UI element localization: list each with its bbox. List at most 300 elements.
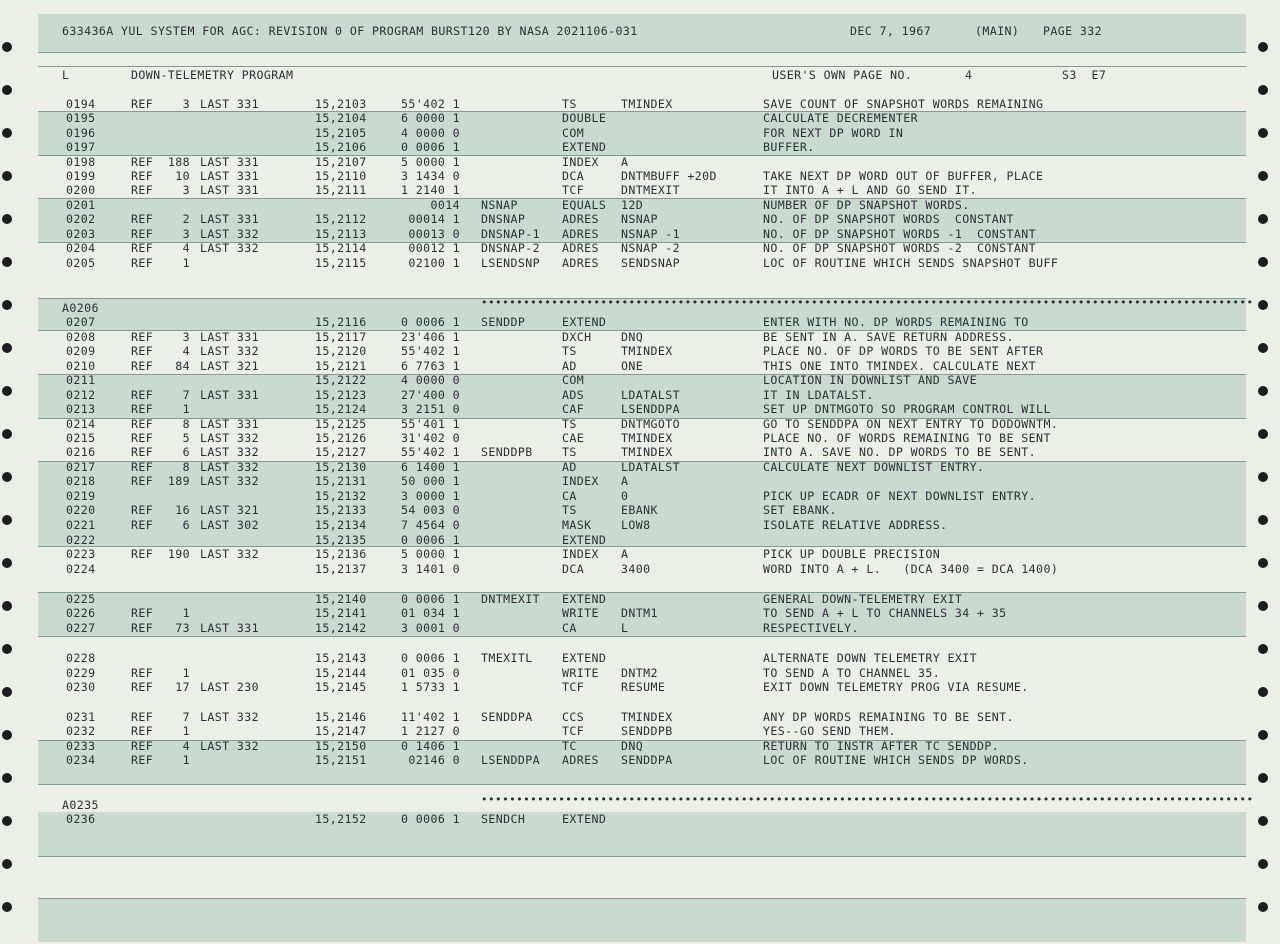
line-number: 0236 (66, 812, 96, 826)
last-reference: LAST 332 (200, 227, 260, 241)
comment: PICK UP ECADR OF NEXT DOWNLIST ENTRY. (763, 489, 1037, 503)
opcode: TCF (562, 183, 585, 197)
memory-address: 15,2111 (315, 183, 367, 197)
memory-address: 15,2120 (315, 344, 367, 358)
memory-address: 15,2107 (315, 155, 367, 169)
line-number: 0219 (66, 489, 96, 503)
object-code: 0 0006 1 (400, 812, 460, 826)
ref-keyword: REF (131, 710, 154, 724)
object-code: 0 0006 1 (400, 140, 460, 154)
opcode: EQUALS (562, 198, 607, 212)
line-number: 0212 (66, 388, 96, 402)
object-code: 5 0000 1 (400, 155, 460, 169)
opcode: TS (562, 503, 577, 517)
last-reference: LAST 331 (200, 183, 260, 197)
opcode: MASK (562, 518, 592, 532)
comment: GENERAL DOWN-TELEMETRY EXIT (763, 592, 963, 606)
comment: CALCULATE DECREMENTER (763, 111, 918, 125)
last-reference: LAST 331 (200, 155, 260, 169)
comment: INTO A. SAVE NO. DP WORDS TO BE SENT. (763, 445, 1037, 459)
line-number: 0217 (66, 460, 96, 474)
opcode: CAF (562, 402, 585, 416)
sheet-code: S3 E7 (1062, 68, 1107, 82)
opcode: ADRES (562, 256, 599, 270)
line-number: 0213 (66, 402, 96, 416)
memory-address: 15,2104 (315, 111, 367, 125)
symbol-label: DNTMEXIT (481, 592, 541, 606)
line-number: 0203 (66, 227, 96, 241)
object-code: 54 003 0 (400, 503, 460, 517)
line-number: 0207 (66, 315, 96, 329)
memory-address: 15,2142 (315, 621, 367, 635)
object-code: 1 2140 1 (400, 183, 460, 197)
feed-hole (1258, 429, 1268, 439)
comment: FOR NEXT DP WORD IN (763, 126, 904, 140)
ref-keyword: REF (131, 621, 154, 635)
operand: DNTM2 (621, 666, 658, 680)
opcode: TS (562, 344, 577, 358)
ref-keyword: REF (131, 417, 154, 431)
comment: PLACE NO. OF DP WORDS TO BE SENT AFTER (763, 344, 1044, 358)
last-reference: LAST 331 (200, 621, 260, 635)
object-code: 02100 1 (408, 256, 460, 270)
feed-hole (2, 730, 12, 740)
comment: CALCULATE NEXT DOWNLIST ENTRY. (763, 460, 985, 474)
ref-count: 7 (182, 388, 190, 402)
ref-keyword: REF (131, 518, 154, 532)
line-number: 0231 (66, 710, 96, 724)
comment: ENTER WITH NO. DP WORDS REMAINING TO (763, 315, 1029, 329)
ref-count: 1 (182, 666, 190, 680)
feed-hole (1258, 300, 1268, 310)
comment: IT IN LDATALST. (763, 388, 874, 402)
opcode: CA (562, 489, 577, 503)
ref-keyword: REF (131, 241, 154, 255)
last-reference: LAST 332 (200, 431, 260, 445)
line-number: A0206 (62, 301, 99, 315)
line-number: 0222 (66, 533, 96, 547)
comment: RETURN TO INSTR AFTER TC SENDDP. (763, 739, 1000, 753)
object-code: 3 0001 0 (400, 621, 460, 635)
comment: LOC OF ROUTINE WHICH SENDS DP WORDS. (763, 753, 1029, 767)
opcode: INDEX (562, 155, 599, 169)
memory-address: 15,2132 (315, 489, 367, 503)
memory-address: 15,2110 (315, 169, 367, 183)
user-page-number: 4 (965, 68, 973, 82)
feed-hole (1258, 515, 1268, 525)
opcode: EXTEND (562, 533, 607, 547)
operand: RESUME (621, 680, 666, 694)
ref-count: 2 (182, 212, 190, 226)
opcode: EXTEND (562, 140, 607, 154)
feed-hole (1258, 816, 1268, 826)
feed-hole (1258, 730, 1268, 740)
ref-count: 8 (182, 460, 190, 474)
symbol-label: SENDDPB (481, 445, 533, 459)
object-code: 50 000 1 (400, 474, 460, 488)
operand: DNQ (621, 330, 644, 344)
band (38, 111, 1246, 155)
operand: EBANK (621, 503, 658, 517)
feed-hole (1258, 85, 1268, 95)
memory-address: 15,2144 (315, 666, 367, 680)
last-reference: LAST 331 (200, 417, 260, 431)
feed-hole (1258, 472, 1268, 482)
operand: SENDSNAP (621, 256, 681, 270)
ref-count: 16 (175, 503, 190, 517)
opcode: ADRES (562, 241, 599, 255)
ref-keyword: REF (131, 460, 154, 474)
ref-count: 7 (182, 710, 190, 724)
ruled-line (38, 374, 1246, 375)
object-code: 0 0006 1 (400, 315, 460, 329)
opcode: TCF (562, 680, 585, 694)
operand: ONE (621, 359, 644, 373)
last-reference: LAST 331 (200, 330, 260, 344)
object-code: 3 0000 1 (400, 489, 460, 503)
ref-keyword: REF (131, 680, 154, 694)
ref-keyword: REF (131, 474, 154, 488)
comment: RESPECTIVELY. (763, 621, 859, 635)
last-reference: LAST 332 (200, 241, 260, 255)
ref-keyword: REF (131, 227, 154, 241)
operand: 12D (621, 198, 644, 212)
ref-keyword: REF (131, 547, 154, 561)
feed-hole (2, 816, 12, 826)
comment: NO. OF DP SNAPSHOT WORDS CONSTANT (763, 212, 1014, 226)
last-reference: LAST 332 (200, 739, 260, 753)
feed-hole (2, 515, 12, 525)
feed-hole (1258, 773, 1268, 783)
ref-keyword: REF (131, 330, 154, 344)
feed-hole (2, 171, 12, 181)
opcode: TS (562, 417, 577, 431)
opcode: TCF (562, 724, 585, 738)
band (38, 812, 1246, 856)
ref-count: 84 (175, 359, 190, 373)
ruled-line (38, 66, 1246, 67)
memory-address: 15,2114 (315, 241, 367, 255)
line-number: 0224 (66, 562, 96, 576)
feed-hole (2, 644, 12, 654)
memory-address: 15,2121 (315, 359, 367, 373)
memory-address: 15,2116 (315, 315, 367, 329)
opcode: EXTEND (562, 315, 607, 329)
operand: TMINDEX (621, 344, 673, 358)
separator-dots: •••••••••••••••••••••••••••••••••••••••••••••••••••••••••••••••••••••••••••••••••••••••••••••••••••••••••••••• (481, 793, 1254, 806)
object-code: 4 0000 0 (400, 126, 460, 140)
memory-address: 15,2113 (315, 227, 367, 241)
line-number: 0204 (66, 241, 96, 255)
opcode: DXCH (562, 330, 592, 344)
memory-address: 15,2140 (315, 592, 367, 606)
comment: ALTERNATE DOWN TELEMETRY EXIT (763, 651, 978, 665)
ref-count: 3 (182, 330, 190, 344)
last-reference: LAST 321 (200, 503, 260, 517)
memory-address: 15,2123 (315, 388, 367, 402)
last-reference: LAST 332 (200, 710, 260, 724)
last-reference: LAST 332 (200, 460, 260, 474)
memory-address: 15,2137 (315, 562, 367, 576)
opcode: EXTEND (562, 592, 607, 606)
feed-hole (1258, 859, 1268, 869)
line-number: 0208 (66, 330, 96, 344)
opcode: ADS (562, 388, 585, 402)
operand: LOW8 (621, 518, 651, 532)
ref-keyword: REF (131, 503, 154, 517)
object-code: 6 0000 1 (400, 111, 460, 125)
comment: LOCATION IN DOWNLIST AND SAVE (763, 373, 978, 387)
ref-count: 6 (182, 445, 190, 459)
last-reference: LAST 332 (200, 445, 260, 459)
operand: A (621, 547, 629, 561)
comment: ANY DP WORDS REMAINING TO BE SENT. (763, 710, 1014, 724)
feed-hole (2, 687, 12, 697)
opcode: CA (562, 621, 577, 635)
ref-count: 189 (167, 474, 190, 488)
object-code: 31'402 0 (400, 431, 460, 445)
opcode: INDEX (562, 474, 599, 488)
line-number: 0218 (66, 474, 96, 488)
opcode: WRITE (562, 666, 599, 680)
operand: L (621, 621, 629, 635)
memory-address: 15,2141 (315, 606, 367, 620)
object-code: 6 7763 1 (400, 359, 460, 373)
ref-keyword: REF (131, 155, 154, 169)
comment: PICK UP DOUBLE PRECISION (763, 547, 941, 561)
feed-hole (2, 343, 12, 353)
object-code: 02146 0 (408, 753, 460, 767)
operand: NSNAP -2 (621, 241, 681, 255)
object-code: 23'406 1 (400, 330, 460, 344)
line-number: 0205 (66, 256, 96, 270)
ref-keyword: REF (131, 212, 154, 226)
ref-count: 4 (182, 241, 190, 255)
line-number: 0226 (66, 606, 96, 620)
line-number: 0210 (66, 359, 96, 373)
feed-hole (2, 859, 12, 869)
last-reference: LAST 331 (200, 169, 260, 183)
feed-hole (2, 558, 12, 568)
last-reference: LAST 321 (200, 359, 260, 373)
opcode: DCA (562, 169, 585, 183)
ref-keyword: REF (131, 739, 154, 753)
operand: DNTM1 (621, 606, 658, 620)
ref-count: 5 (182, 431, 190, 445)
symbol-label: DNSNAP-1 (481, 227, 541, 241)
object-code: 1 5733 1 (400, 680, 460, 694)
object-code: 00013 0 (408, 227, 460, 241)
memory-address: 15,2130 (315, 460, 367, 474)
operand: DNQ (621, 739, 644, 753)
line-number: 0221 (66, 518, 96, 532)
object-code: 55'402 1 (400, 97, 460, 111)
line-number: 0200 (66, 183, 96, 197)
ref-keyword: REF (131, 183, 154, 197)
ref-keyword: REF (131, 606, 154, 620)
memory-address: 15,2105 (315, 126, 367, 140)
symbol-label: DNSNAP-2 (481, 241, 541, 255)
band (38, 898, 1246, 942)
comment: WORD INTO A + L. (DCA 3400 = DCA 1400) (763, 562, 1059, 576)
comment: TO SEND A + L TO CHANNELS 34 + 35 (763, 606, 1007, 620)
opcode: ADRES (562, 753, 599, 767)
comment: SET UP DNTMGOTO SO PROGRAM CONTROL WILL (763, 402, 1051, 416)
last-reference: LAST 331 (200, 97, 260, 111)
last-reference: LAST 331 (200, 388, 260, 402)
line-number: 0196 (66, 126, 96, 140)
memory-address: 15,2126 (315, 431, 367, 445)
operand: SENDDPA (621, 753, 673, 767)
object-code: 0 1406 1 (400, 739, 460, 753)
opcode: COM (562, 373, 585, 387)
listing-header: 633436A YUL SYSTEM FOR AGC: REVISION 0 OF PROGRAM BURST120 BY NASA 2021106-031 (62, 24, 638, 38)
object-code: 7 4564 0 (400, 518, 460, 532)
memory-address: 15,2150 (315, 739, 367, 753)
memory-address: 15,2117 (315, 330, 367, 344)
opcode: COM (562, 126, 585, 140)
operand: A (621, 474, 629, 488)
object-code: 4 0000 0 (400, 373, 460, 387)
feed-hole (2, 386, 12, 396)
memory-address: 15,2127 (315, 445, 367, 459)
opcode: CAE (562, 431, 585, 445)
line-number: 0201 (66, 198, 96, 212)
feed-hole (1258, 687, 1268, 697)
ref-keyword: REF (131, 724, 154, 738)
symbol-label: LSENDDPA (481, 753, 541, 767)
ref-keyword: REF (131, 753, 154, 767)
object-code: 0 0006 1 (400, 533, 460, 547)
ruled-line (38, 856, 1246, 857)
listing-part: (MAIN) (975, 24, 1020, 38)
feed-hole (1258, 343, 1268, 353)
comment: YES--GO SEND THEM. (763, 724, 896, 738)
object-code: 3 1434 0 (400, 169, 460, 183)
opcode: AD (562, 359, 577, 373)
comment: BUFFER. (763, 140, 815, 154)
memory-address: 15,2143 (315, 651, 367, 665)
memory-address: 15,2133 (315, 503, 367, 517)
opcode: TS (562, 97, 577, 111)
feed-hole (1258, 644, 1268, 654)
last-reference: LAST 302 (200, 518, 260, 532)
memory-address: 15,2151 (315, 753, 367, 767)
feed-hole (2, 128, 12, 138)
opcode: DCA (562, 562, 585, 576)
line-number: 0216 (66, 445, 96, 459)
ref-keyword: REF (131, 344, 154, 358)
comment: THIS ONE INTO TMINDEX. CALCULATE NEXT (763, 359, 1037, 373)
ref-count: 3 (182, 227, 190, 241)
memory-address: 15,2134 (315, 518, 367, 532)
operand: LSENDDPA (621, 402, 681, 416)
feed-hole (2, 601, 12, 611)
feed-hole (1258, 558, 1268, 568)
operand: TMINDEX (621, 431, 673, 445)
ref-keyword: REF (131, 97, 154, 111)
memory-address: 15,2147 (315, 724, 367, 738)
line-number: 0214 (66, 417, 96, 431)
line-number: 0202 (66, 212, 96, 226)
line-number: 0233 (66, 739, 96, 753)
last-reference: LAST 331 (200, 212, 260, 226)
listing-date: DEC 7, 1967 (850, 24, 932, 38)
last-reference: LAST 332 (200, 474, 260, 488)
ruled-line (38, 636, 1246, 637)
line-number: 0197 (66, 140, 96, 154)
memory-address: 15,2146 (315, 710, 367, 724)
ref-count: 3 (182, 183, 190, 197)
ruled-line (38, 898, 1246, 899)
line-number: 0229 (66, 666, 96, 680)
feed-hole (1258, 601, 1268, 611)
comment: BE SENT IN A. SAVE RETURN ADDRESS. (763, 330, 1014, 344)
opcode: TS (562, 445, 577, 459)
last-reference: LAST 332 (200, 344, 260, 358)
line-number: 0195 (66, 111, 96, 125)
ruled-line (38, 592, 1246, 593)
ref-count: 4 (182, 739, 190, 753)
ref-keyword: REF (131, 402, 154, 416)
comment: ISOLATE RELATIVE ADDRESS. (763, 518, 948, 532)
object-code: 6 1400 1 (400, 460, 460, 474)
ref-count: 1 (182, 402, 190, 416)
page-number: PAGE 332 (1043, 24, 1103, 38)
ref-count: 73 (175, 621, 190, 635)
ref-keyword: REF (131, 169, 154, 183)
opcode: ADRES (562, 227, 599, 241)
ref-count: 4 (182, 344, 190, 358)
line-number: 0220 (66, 503, 96, 517)
object-code: 0014 (430, 198, 460, 212)
memory-address: 15,2106 (315, 140, 367, 154)
operand: LDATALST (621, 460, 681, 474)
feed-hole (2, 257, 12, 267)
object-code: 27'400 0 (400, 388, 460, 402)
user-page-label: USER'S OWN PAGE NO. (772, 68, 913, 82)
comment: TAKE NEXT DP WORD OUT OF BUFFER, PLACE (763, 169, 1044, 183)
ref-keyword: REF (131, 666, 154, 680)
program-title: DOWN-TELEMETRY PROGRAM (131, 68, 294, 82)
ref-keyword: REF (131, 256, 154, 270)
ruled-line (38, 52, 1246, 53)
operand: SENDDPB (621, 724, 673, 738)
comment: GO TO SENDDPA ON NEXT ENTRY TO DODOWNTM. (763, 417, 1059, 431)
object-code: 55'402 1 (400, 445, 460, 459)
object-code: 11'402 1 (400, 710, 460, 724)
ref-count: 10 (175, 169, 190, 183)
comment: EXIT DOWN TELEMETRY PROG VIA RESUME. (763, 680, 1029, 694)
feed-hole (1258, 386, 1268, 396)
opcode: TC (562, 739, 577, 753)
object-code: 3 1401 0 (400, 562, 460, 576)
feed-hole (1258, 42, 1268, 52)
symbol-label: LSENDSNP (481, 256, 541, 270)
memory-address: 15,2135 (315, 533, 367, 547)
feed-hole (1258, 128, 1268, 138)
line-number: 0209 (66, 344, 96, 358)
feed-hole (2, 429, 12, 439)
memory-address: 15,2131 (315, 474, 367, 488)
line-number: 0228 (66, 651, 96, 665)
comment: NUMBER OF DP SNAPSHOT WORDS. (763, 198, 970, 212)
symbol-label: DNSNAP (481, 212, 526, 226)
object-code: 1 2127 0 (400, 724, 460, 738)
object-code: 0 0006 1 (400, 651, 460, 665)
feed-hole (2, 773, 12, 783)
object-code: 5 0000 1 (400, 547, 460, 561)
